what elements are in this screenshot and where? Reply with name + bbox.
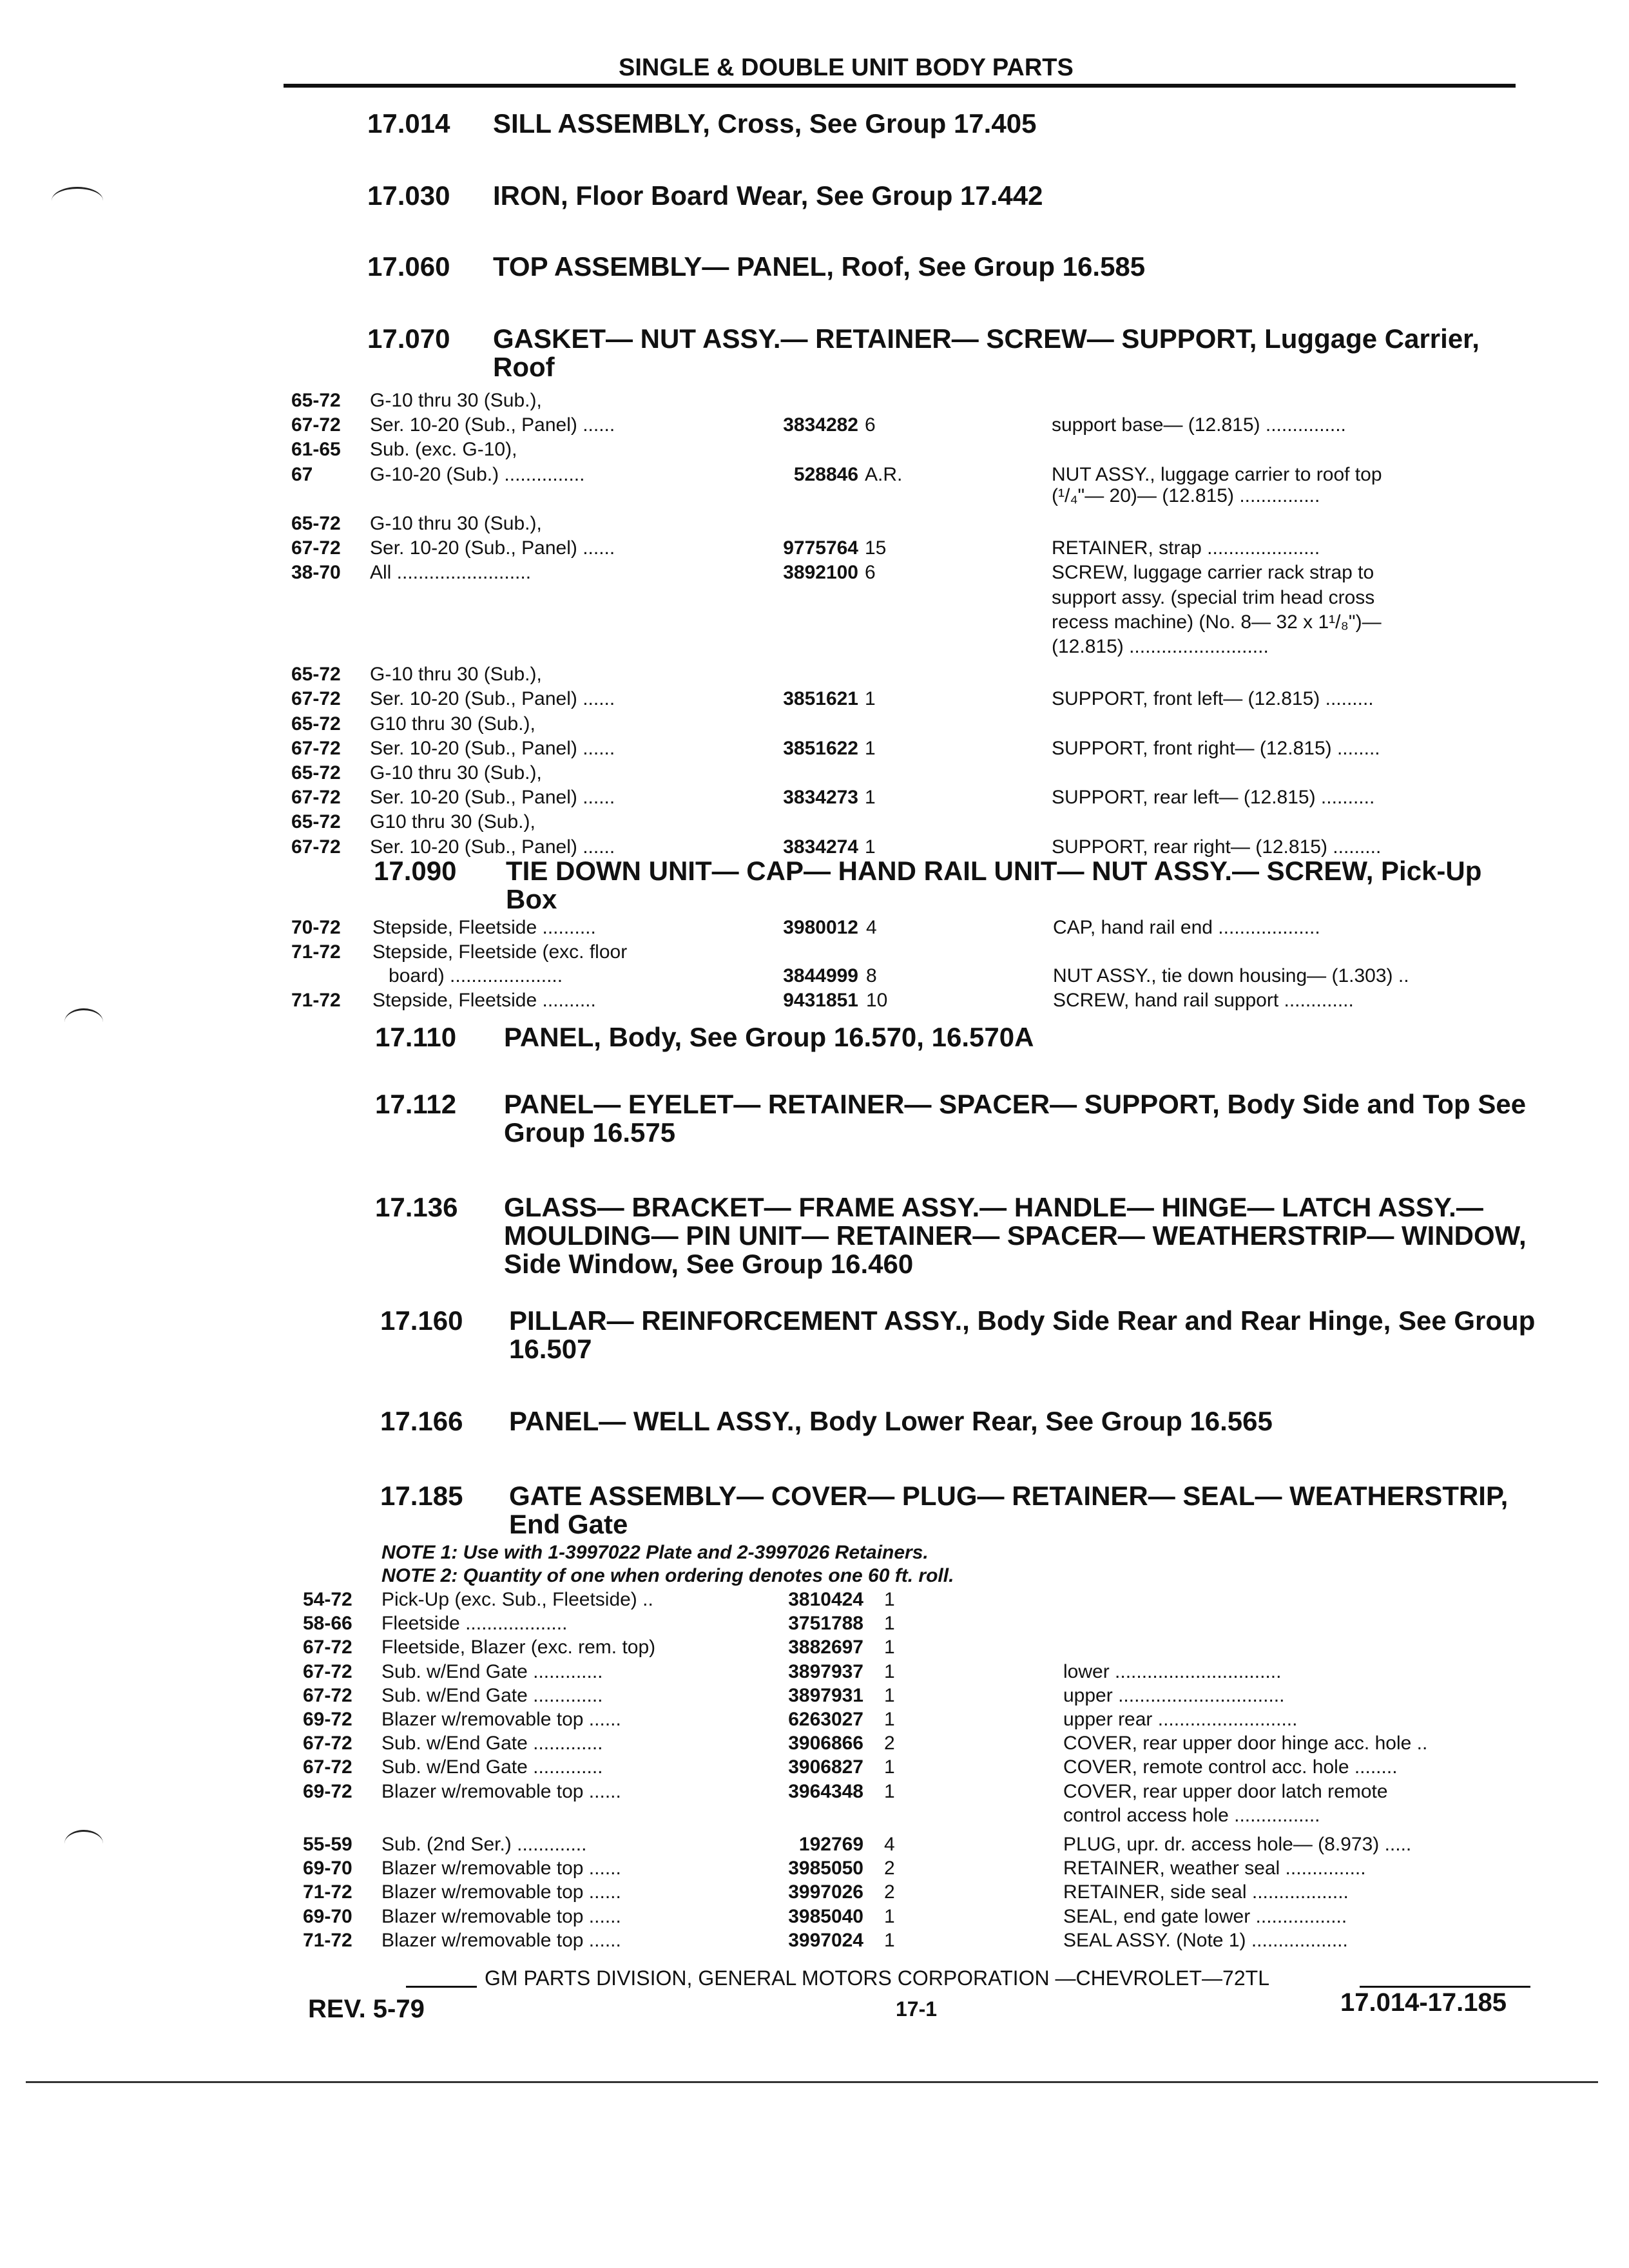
part-number: 9775764 [783,537,858,559]
part-number: 3844999 [783,965,858,986]
year-range: 38-70 [291,562,341,584]
quantity: 1 [884,1905,895,1927]
model: Blazer w/removable top ...... [381,1929,621,1951]
group-text: GASKET— NUT ASSY.— RETAINER— SCREW— SUPPORT, Luggage Carrier, Roof [493,323,1480,382]
group-text: PANEL— WELL ASSY., Body Lower Rear, See Group 16.565 [509,1406,1273,1436]
model: Ser. 10-20 (Sub., Panel) ...... [370,787,615,809]
quantity: 6 [865,562,876,584]
part-number: 3906866 [788,1733,863,1754]
model: All ......................... [370,562,532,584]
table-row [291,438,1516,461]
part-number: 192769 [798,1834,863,1855]
model: Fleetside ................... [381,1613,568,1635]
table-row [291,414,1516,437]
model: Sub. w/End Gate ............. [381,1733,603,1754]
part-number: 3892100 [783,562,858,584]
footer-rule-left [406,1986,477,1988]
year-range: 67-72 [291,414,341,436]
quantity: 1 [884,1929,895,1951]
year-range: 65-72 [291,811,341,833]
group-number: 17.166 [380,1406,463,1436]
model: G-10 thru 30 (Sub.), [370,664,542,686]
part-number: 3834274 [783,836,858,858]
year-range: 65-72 [291,713,341,735]
model: Blazer w/removable top ...... [381,1905,621,1927]
footer-page: 17-1 [896,1997,938,2021]
table-row [291,737,1516,760]
group-number: 17.030 [367,180,450,211]
quantity: 1 [884,1613,895,1635]
quantity: 1 [884,1637,895,1658]
quantity: 8 [866,965,877,986]
table-row [291,485,1516,508]
description: (¹/₄"— 20)— (12.815) ............... [1052,485,1320,506]
footer-rev: REV. 5-79 [308,1995,425,2023]
group-text: PANEL— EYELET— RETAINER— SPACER— SUPPORT, Body Side and Top See Group 16.575 [504,1089,1527,1148]
group-number: 17.185 [380,1481,463,1511]
year-range: 67-72 [291,737,341,759]
model: G10 thru 30 (Sub.), [370,713,535,735]
table-row [303,1833,1527,1856]
year-range: 54-72 [303,1589,352,1610]
description: (12.815) .......................... [1052,636,1269,657]
model: Stepside, Fleetside .......... [372,917,596,938]
quantity: A.R. [865,463,903,485]
model: Blazer w/removable top ...... [381,1881,621,1903]
description: recess machine) (No. 8— 32 x 1¹/₈")— [1052,611,1382,633]
description: RETAINER, side seal .................. [1063,1881,1349,1903]
part-number: 3897937 [788,1660,863,1682]
footer-division: GM PARTS DIVISION, GENERAL MOTORS CORPORATION —CHEVROLET—72TL [485,1966,1269,1990]
table-row [291,965,1516,988]
group-number: 17.090 [374,856,457,886]
quantity: 2 [884,1881,895,1903]
punch-mark-3 [64,1830,103,1858]
description: SCREW, hand rail support ............. [1053,989,1354,1011]
year-range: 67-72 [291,688,341,710]
model: Sub. (exc. G-10), [370,439,517,461]
year-range: 55-59 [303,1834,352,1855]
table-row [291,389,1516,412]
description: SUPPORT, rear left— (12.815) .......... [1052,787,1375,809]
year-range: 69-70 [303,1858,352,1879]
table-row [303,1684,1527,1707]
table-row [303,1588,1527,1611]
model: Ser. 10-20 (Sub., Panel) ...... [370,688,615,710]
table-row [291,989,1516,1012]
table-row [291,762,1516,785]
table-row [291,941,1516,964]
group-text: TOP ASSEMBLY— PANEL, Roof, See Group 16.585 [493,251,1146,282]
quantity: 4 [884,1834,895,1855]
description: lower ............................... [1063,1660,1282,1682]
punch-mark-1 [52,187,103,215]
model: Ser. 10-20 (Sub., Panel) ...... [370,414,615,436]
description: SUPPORT, front right— (12.815) ........ [1052,737,1380,759]
model: Blazer w/removable top ...... [381,1858,621,1879]
bottom-rule [26,2081,1598,2083]
year-range: 69-72 [303,1709,352,1730]
group-number: 17.014 [367,108,450,139]
part-number: 3751788 [788,1613,863,1635]
part-number: 3810424 [788,1589,863,1610]
group-text: GLASS— BRACKET— FRAME ASSY.— HANDLE— HINGE— LATCH ASSY.— MOULDING— PIN UNIT— RETAINER— SPACER— WEATHERSTRIP— WINDOW, Side Window, See Group 16.460 [504,1192,1527,1279]
description: NUT ASSY., tie down housing— (1.303) .. [1053,965,1409,986]
table-row [291,663,1516,686]
description: SUPPORT, front left— (12.815) ......... [1052,688,1374,710]
quantity: 1 [865,688,876,710]
description: upper rear .......................... [1063,1709,1298,1730]
footer-rule-right [1360,1986,1530,1988]
year-range: 67 [291,463,313,485]
year-range: 65-72 [291,664,341,686]
year-range: 71-72 [303,1929,352,1951]
quantity: 6 [865,414,876,436]
table-row [303,1708,1527,1731]
part-number: 3906827 [788,1756,863,1778]
quantity: 1 [884,1756,895,1778]
group-text: PANEL, Body, See Group 16.570, 16.570A [504,1022,1034,1052]
description: SCREW, luggage carrier rack strap to [1052,562,1374,584]
model: Sub. w/End Gate ............. [381,1660,603,1682]
quantity: 2 [884,1733,895,1754]
description: PLUG, upr. dr. access hole— (8.973) ..... [1063,1834,1412,1855]
part-number: 3834273 [783,787,858,809]
part-number: 3980012 [783,917,858,938]
model: Ser. 10-20 (Sub., Panel) ...... [370,537,615,559]
table-row [291,713,1516,736]
description: COVER, remote control acc. hole ........ [1063,1756,1398,1778]
year-range: 67-72 [291,537,341,559]
group-number: 17.160 [380,1305,463,1336]
model: G-10 thru 30 (Sub.), [370,513,542,534]
punch-mark-2 [64,1008,103,1036]
group-number: 17.110 [375,1022,457,1052]
year-range: 67-72 [303,1660,352,1682]
table-row [303,1881,1527,1904]
quantity: 1 [884,1684,895,1706]
quantity: 1 [884,1589,895,1610]
part-number: 3882697 [788,1637,863,1658]
year-range: 67-72 [303,1637,352,1658]
part-number: 9431851 [783,989,858,1011]
table-row [303,1636,1527,1659]
group-number: 17.060 [367,251,450,282]
group-number: 17.136 [375,1192,458,1222]
quantity: 10 [866,989,888,1011]
description: RETAINER, weather seal ............... [1063,1858,1366,1879]
year-range: 65-72 [291,762,341,783]
quantity: 1 [884,1660,895,1682]
quantity: 2 [884,1858,895,1879]
table-row [303,1780,1527,1803]
year-range: 67-72 [291,836,341,858]
part-number: 6263027 [788,1709,863,1730]
table-row [303,1929,1527,1952]
part-number: 3985040 [788,1905,863,1927]
description: RETAINER, strap ..................... [1052,537,1320,559]
part-number: 3851622 [783,737,858,759]
quantity: 1 [865,787,876,809]
description: SEAL ASSY. (Note 1) .................. [1063,1929,1348,1951]
table-row [303,1612,1527,1635]
description: COVER, rear upper door latch remote [1063,1780,1388,1802]
table-row [291,611,1516,634]
part-number: 3897931 [788,1684,863,1706]
model: Blazer w/removable top ...... [381,1709,621,1730]
model: G10 thru 30 (Sub.), [370,811,535,833]
quantity: 1 [865,836,876,858]
year-range: 71-72 [291,989,341,1011]
table-row [303,1905,1527,1928]
quantity: 4 [866,917,877,938]
quantity: 1 [884,1780,895,1802]
group-text: GATE ASSEMBLY— COVER— PLUG— RETAINER— SEAL— WEATHERSTRIP, End Gate [509,1481,1509,1539]
year-range: 71-72 [303,1881,352,1903]
quantity: 1 [865,737,876,759]
year-range: 65-72 [291,513,341,534]
description: upper ............................... [1063,1684,1285,1706]
model: G-10 thru 30 (Sub.), [370,390,542,411]
table-row [291,586,1516,610]
part-number: 3851621 [783,688,858,710]
part-number: 3834282 [783,414,858,436]
part-number: 3985050 [788,1858,863,1879]
description: support assy. (special trim head cross [1052,586,1375,608]
model: board) ..................... [372,965,563,986]
description: COVER, rear upper door hinge acc. hole .. [1063,1733,1428,1754]
table-row [291,463,1516,486]
model: Pick-Up (exc. Sub., Fleetside) .. [381,1589,653,1610]
model: Blazer w/removable top ...... [381,1780,621,1802]
table-row [291,687,1516,711]
model: Ser. 10-20 (Sub., Panel) ...... [370,836,615,858]
page-header-title: SINGLE & DOUBLE UNIT BODY PARTS [619,54,1074,81]
group-text: TIE DOWN UNIT— CAP— HAND RAIL UNIT— NUT ASSY.— SCREW, Pick-Up Box [506,856,1482,914]
table-row [291,512,1516,535]
note-1: NOTE 1: Use with 1-3997022 Plate and 2-3997026 Retainers. [381,1542,929,1563]
table-row [291,811,1516,834]
group-text: SILL ASSEMBLY, Cross, See Group 17.405 [493,108,1037,139]
table-row [291,635,1516,658]
quantity: 1 [884,1709,895,1730]
header-rule [284,84,1516,88]
table-row [291,916,1516,939]
group-number: 17.112 [375,1089,457,1119]
table-row [291,537,1516,560]
description: NUT ASSY., luggage carrier to roof top [1052,463,1382,485]
table-row [303,1756,1527,1779]
model: Sub. w/End Gate ............. [381,1684,603,1706]
model: Stepside, Fleetside .......... [372,989,596,1011]
model: G-10-20 (Sub.) ............... [370,463,585,485]
description: SUPPORT, rear right— (12.815) ......... [1052,836,1382,858]
year-range: 67-72 [303,1756,352,1778]
table-row [303,1732,1527,1755]
table-row [303,1804,1527,1827]
description: SEAL, end gate lower ................. [1063,1905,1347,1927]
model: Sub. w/End Gate ............. [381,1756,603,1778]
table-row [291,786,1516,809]
part-number: 3997026 [788,1881,863,1903]
part-number: 528846 [793,463,858,485]
model: G-10 thru 30 (Sub.), [370,762,542,783]
year-range: 67-72 [303,1684,352,1706]
description: CAP, hand rail end ................... [1053,917,1320,938]
description: control access hole ................ [1063,1804,1320,1826]
year-range: 65-72 [291,390,341,411]
year-range: 67-72 [291,787,341,809]
group-text: PILLAR— REINFORCEMENT ASSY., Body Side Rear and Rear Hinge, See Group 16.507 [509,1305,1536,1364]
year-range: 70-72 [291,917,341,938]
quantity: 15 [865,537,887,559]
group-text: IRON, Floor Board Wear, See Group 17.442 [493,180,1043,211]
model: Stepside, Fleetside (exc. floor [372,941,628,963]
model: Fleetside, Blazer (exc. rem. top) [381,1637,656,1658]
year-range: 67-72 [303,1733,352,1754]
model: Ser. 10-20 (Sub., Panel) ...... [370,737,615,759]
year-range: 71-72 [291,941,341,963]
group-number: 17.070 [367,323,450,354]
description: support base— (12.815) ............... [1052,414,1346,436]
year-range: 69-72 [303,1780,352,1802]
part-number: 3997024 [788,1929,863,1951]
year-range: 58-66 [303,1613,352,1635]
note-2: NOTE 2: Quantity of one when ordering denotes one 60 ft. roll. [381,1565,954,1586]
table-row [303,1857,1527,1880]
year-range: 69-70 [303,1905,352,1927]
year-range: 61-65 [291,439,341,461]
footer-range: 17.014-17.185 [1340,1988,1507,2017]
table-row [291,561,1516,584]
table-row [303,1660,1527,1684]
part-number: 3964348 [788,1780,863,1802]
model: Sub. (2nd Ser.) ............. [381,1834,587,1855]
